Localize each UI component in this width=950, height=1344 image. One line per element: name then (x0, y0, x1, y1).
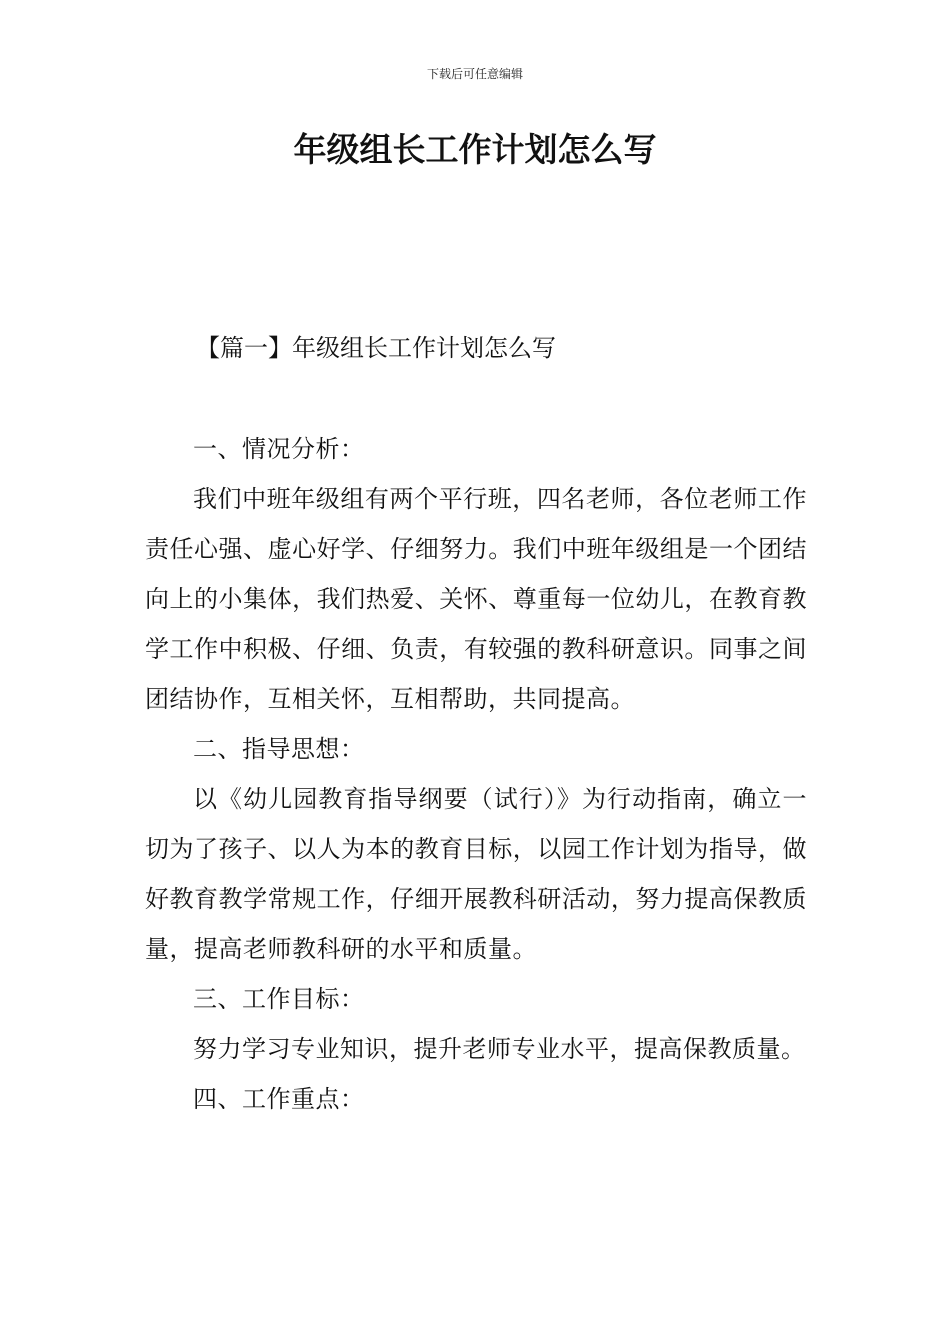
paragraph-guiding-ideology: 以《幼儿园教育指导纲要（试行）》为行动指南，确立一切为了孩子、以人为本的教育目标，以园工作计划为指导，做好教育教学常规工作，仔细开展教科研活动，努力提高保教质量，提高老师教科研的水平和质量。 (145, 785, 807, 963)
heading-situation-analysis: 一、情况分析： (193, 435, 365, 463)
heading-guiding-ideology: 二、指导思想： (193, 735, 365, 763)
document-title: 年级组长工作计划怎么写 (293, 130, 657, 169)
document-body (145, 424, 807, 1124)
paragraph-work-goals: 努力学习专业知识，提升老师专业水平，提高保教质量。 (193, 1035, 806, 1063)
paragraph-situation-analysis: 我们中班年级组有两个平行班，四名老师，各位老师工作责任心强、虚心好学、仔细努力。我们中班年级组是一个团结向上的小集体，我们热爱、关怀、尊重每一位幼儿，在教育教学工作中积极、仔细、负责，有较强的教科研意识。同事之间团结协作，互相关怀，互相帮助，共同提高。 (145, 485, 807, 713)
heading-work-goals: 三、工作目标： (193, 985, 365, 1013)
heading-work-focus: 四、工作重点： (193, 1085, 365, 1113)
header-note: 下载后可任意编辑 (426, 67, 523, 81)
section-title: 【篇一】年级组长工作计划怎么写 (196, 334, 556, 362)
